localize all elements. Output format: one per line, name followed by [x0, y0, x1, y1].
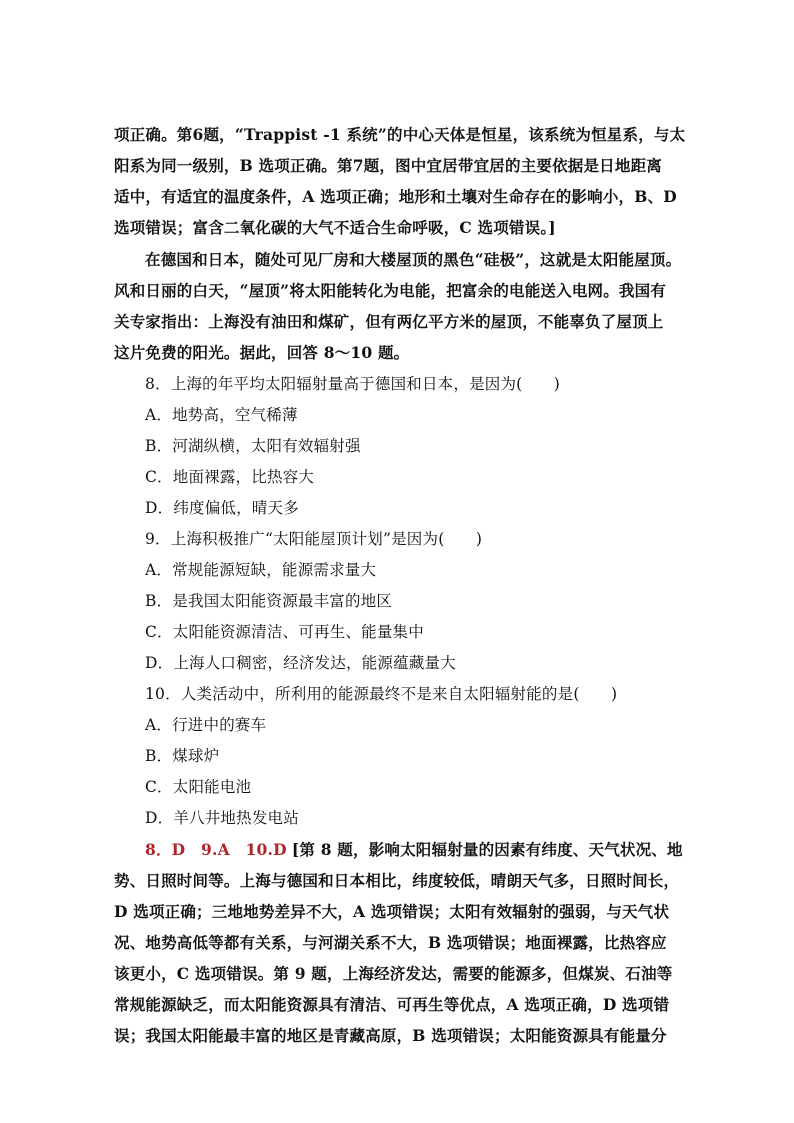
answer-line-4: 况、地势高低等都有关系，与河湖关系不大，B 选项错误；地面裸露，比热容应: [114, 933, 667, 952]
prev-explanation-line-1: 项正确。第6题，“Trappist -1 系统”的中心天体是恒星，该系统为恒星系，与太: [114, 125, 686, 144]
answer-line-3: D 选项正确；三地地势差异不大，A 选项错误；太阳有效辐射的强弱，与天气状: [114, 902, 670, 921]
prev-explanation-line-3: 适中，有适宜的温度条件，A 选项正确；地形和土壤对生命存在的影响小，B、D: [114, 187, 677, 206]
answer-line-6: 常规能源缺乏，而太阳能资源具有清洁、可再生等优点，A 选项正确，D 选项错: [114, 995, 670, 1014]
question-8-option-a: A．地势高，空气稀薄: [145, 406, 298, 424]
answer-key: 8．D 9.A 10.D: [145, 840, 287, 859]
question-9-stem: 9．上海积极推广“太阳能屋顶计划”是因为( ): [145, 530, 483, 548]
question-10-option-b: B．煤球炉: [145, 747, 220, 765]
question-8-stem: 8．上海的年平均太阳辐射量高于德国和日本，是因为( ): [145, 375, 561, 393]
question-10-option-c: C．太阳能电池: [145, 778, 252, 796]
question-10-option-a: A．行进中的赛车: [145, 716, 267, 734]
question-8-option-d: D．纬度偏低，晴天多: [145, 499, 299, 517]
passage-line-1: 在德国和日本，随处可见厂房和大楼屋顶的黑色“硅极”，这就是太阳能屋顶。: [145, 250, 682, 269]
question-9-option-c: C．太阳能资源清洁、可再生、能量集中: [145, 623, 424, 641]
question-9-option-b: B．是我国太阳能资源最丰富的地区: [145, 592, 393, 610]
prev-explanation-line-4: 选项错误；富含二氧化碳的大气不适合生命呼吸，C 选项错误。]: [114, 218, 556, 237]
answer-line-1-rest: [第 8 题，影响太阳辐射量的因素有纬度、天气状况、地: [291, 840, 683, 859]
question-8-option-c: C．地面裸露，比热容大: [145, 468, 315, 486]
passage-line-4: 这片免费的阳光。据此，回答 8～10 题。: [114, 343, 410, 362]
passage-line-2: 风和日丽的白天，“屋顶”将太阳能转化为电能，把富余的电能送入电网。我国有: [114, 281, 667, 300]
answer-line-1: [145, 840, 686, 860]
answer-line-2: 势、日照时间等。上海与德国和日本相比，纬度较低，晴朗天气多，日照时间长，: [114, 871, 680, 890]
question-8-option-b: B．河湖纵横，太阳有效辐射强: [145, 437, 361, 455]
question-10-option-d: D．羊八井地热发电站: [145, 809, 299, 827]
answer-line-5: 该更小，C 选项错误。第 9 题，上海经济发达，需要的能源多，但煤炭、石油等: [114, 964, 673, 983]
question-9-option-d: D．上海人口稠密，经济发达，能源蕴藏量大: [145, 654, 456, 672]
question-9-option-a: A．常规能源短缺，能源需求量大: [145, 561, 377, 579]
answer-line-7: 误；我国太阳能最丰富的地区是青藏高原，B 选项错误；太阳能资源具有能量分: [114, 1026, 667, 1045]
passage-line-3: 关专家指出：上海没有油田和煤矿，但有两亿平方米的屋顶，不能辜负了屋顶上: [114, 312, 664, 331]
question-10-stem: 10．人类活动中，所利用的能源最终不是来自太阳辐射能的是( ): [145, 685, 618, 703]
prev-explanation-line-2: 阳系为同一级别，B 选项正确。第7题，图中宜居带宜居的主要依据是日地距离: [114, 156, 662, 175]
